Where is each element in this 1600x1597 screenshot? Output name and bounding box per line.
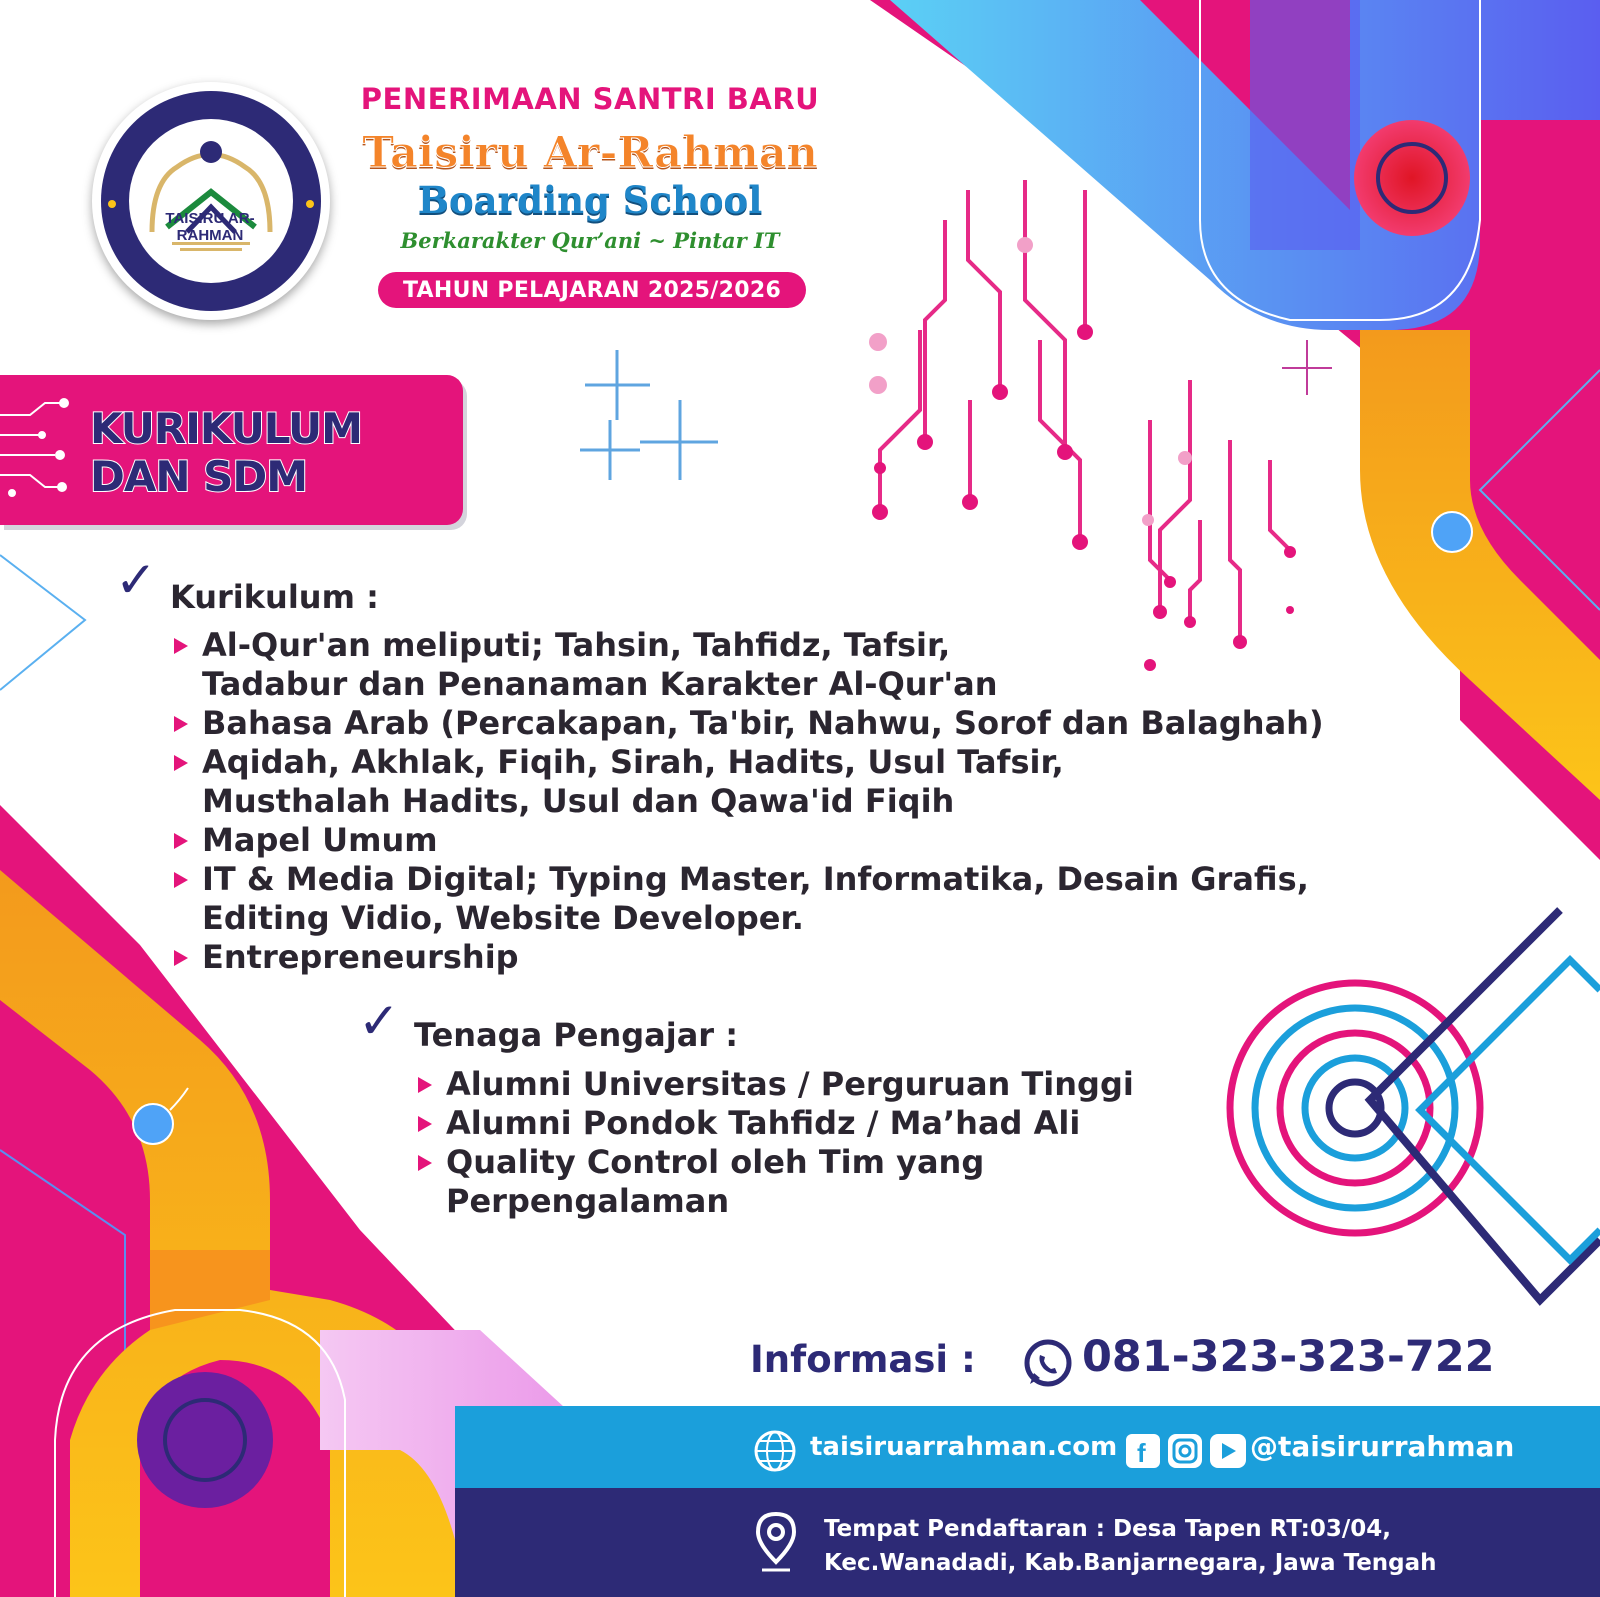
kurikulum-list — [172, 626, 1372, 977]
list-item: Mapel Umum — [172, 821, 1372, 860]
header-line1: PENERIMAAN SANTRI BARU — [360, 82, 820, 116]
address-line2: Kec.Wanadadi, Kab.Banjarnegara, Jawa Tengah — [824, 1550, 1437, 1576]
pengajar-heading: Tenaga Pengajar : — [414, 1016, 739, 1054]
facebook-icon — [1126, 1434, 1160, 1468]
logo-name: TAISIRU AR-RAHMAN — [165, 210, 255, 244]
tagline: Berkarakter Qur’ani ~ Pintar IT — [400, 228, 780, 253]
check-icon: ✓ — [358, 992, 400, 1050]
info-label: Informasi : — [750, 1338, 976, 1381]
academic-year-badge: TAHUN PELAJARAN 2025/2026 — [378, 272, 806, 308]
list-item: IT & Media Digital; Typing Master, Informatika, Desain Grafis, Editing Vidio, Website Developer. — [172, 860, 1372, 938]
phone-number[interactable]: 081-323-323-722 — [1082, 1332, 1495, 1382]
whatsapp-icon — [1022, 1338, 1074, 1390]
pengajar-list — [416, 1065, 1196, 1221]
list-item: Bahasa Arab (Percakapan, Ta'bir, Nahwu, Sorof dan Balaghah) — [172, 704, 1372, 743]
address-line1: Tempat Pendaftaran : Desa Tapen RT:03/04, — [824, 1516, 1392, 1542]
list-item: Alumni Universitas / Perguruan Tinggi — [416, 1065, 1196, 1104]
registration-address — [824, 1512, 1437, 1580]
website-link[interactable]: taisiruarrahman.com — [810, 1432, 1118, 1462]
section-title — [90, 405, 362, 501]
youtube-icon — [1210, 1434, 1246, 1468]
logo-emblem-icon — [92, 82, 330, 320]
globe-icon — [752, 1428, 798, 1474]
social-icons — [1124, 1432, 1248, 1470]
kurikulum-heading: Kurikulum : — [170, 578, 379, 616]
section-title-line2: DAN SDM — [90, 452, 308, 501]
check-icon: ✓ — [115, 551, 157, 609]
svg-text:f: f — [1137, 1438, 1146, 1468]
location-pin-icon — [752, 1510, 800, 1576]
list-item: Alumni Pondok Tahfidz / Ma’had Ali — [416, 1104, 1196, 1143]
list-item: Aqidah, Akhlak, Fiqih, Sirah, Hadits, Usul Tafsir, Musthalah Hadits, Usul dan Qawa'id Fiqih — [172, 743, 1132, 821]
list-item: Al-Qur'an meliputi; Tahsin, Tahfidz, Tafsir, Tadabur dan Penanaman Karakter Al-Qur'an — [172, 626, 1022, 704]
school-type: Boarding School — [417, 178, 763, 222]
school-name: Taisiru Ar-Rahman — [362, 128, 818, 178]
circuit-icon — [0, 375, 90, 525]
list-item: Quality Control oleh Tim yang Perpengalaman — [416, 1143, 1066, 1221]
social-handle[interactable]: @taisirurrahman — [1250, 1430, 1515, 1463]
section-title-line1: KURIKULUM — [90, 404, 362, 453]
school-logo — [92, 82, 330, 320]
instagram-icon — [1168, 1434, 1202, 1468]
list-item: Entrepreneurship — [172, 938, 1372, 977]
